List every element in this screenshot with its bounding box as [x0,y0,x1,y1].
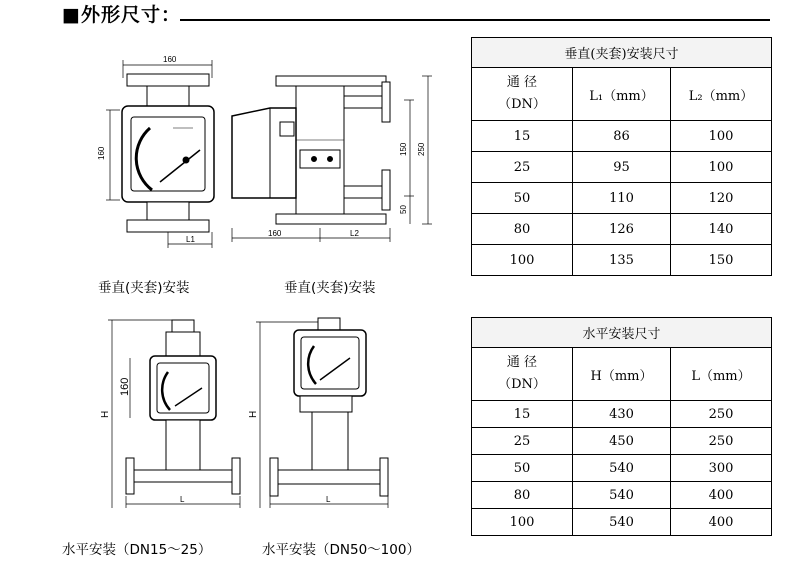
table-title: 垂直(夹套)安装尺寸 [472,38,772,68]
dim-l1-label: L1 [186,235,195,244]
cell-dn: 15 [472,121,573,152]
dim-h-label: H [100,410,111,418]
table-row [472,509,772,536]
drawing-horizontal-small [100,320,240,508]
cell-dn: 50 [472,455,573,482]
col-header-dn [472,68,573,121]
cell-l1: 86 [573,121,671,152]
cell-h: 450 [573,428,671,455]
cell-h: 430 [573,401,671,428]
caption-vertical-side: 垂直(夹套)安装 [284,280,376,296]
col-header-l: L（mm） [671,348,772,401]
col-header-dn-line2: （DN） [498,97,546,112]
cell-dn: 100 [472,245,573,276]
table-vertical-install [471,37,772,276]
table-row [472,121,772,152]
table-row [472,245,772,276]
cell-h: 540 [573,455,671,482]
col-header-l2: L₂（mm） [671,68,772,121]
table-horizontal-install [471,317,772,536]
cell-l1: 126 [573,214,671,245]
cell-l: 300 [671,455,772,482]
col-header-l1: L₁（mm） [573,68,671,121]
table-title: 水平安装尺寸 [472,318,772,348]
cell-dn: 100 [472,509,573,536]
dim-l2-label: L2 [350,229,359,238]
cell-dn: 80 [472,214,573,245]
cell-l2: 150 [671,245,772,276]
dim-height-label: 160 [97,146,106,160]
col-header-h: H（mm） [573,348,671,401]
drawing-vertical-front [97,55,214,248]
cell-l1: 95 [573,152,671,183]
cell-l2: 100 [671,152,772,183]
col-header-dn-line1: 通 径 [506,75,538,90]
dim-h2-label: H [248,410,259,418]
dim-l-label: L [180,495,185,504]
col-header-dn-line1: 通 径 [506,355,538,370]
section-heading: ■外形尺寸： [62,4,181,26]
cell-dn: 25 [472,152,573,183]
dim-50-label: 50 [399,205,408,214]
cell-dn: 25 [472,428,573,455]
dim-150-label: 150 [399,142,408,156]
cell-dn: 15 [472,401,573,428]
dim-side-width-label: 160 [268,229,282,238]
drawing-horizontal-large [248,318,388,508]
table-row [472,401,772,428]
cell-l1: 135 [573,245,671,276]
col-header-dn [472,348,573,401]
table-row [472,214,772,245]
cell-l2: 140 [671,214,772,245]
cell-h: 540 [573,482,671,509]
cell-l: 400 [671,482,772,509]
table-row [472,152,772,183]
table-row [472,455,772,482]
caption-horizontal-large: 水平安装（DN50～100） [262,542,420,558]
cell-l: 250 [671,428,772,455]
cell-l: 250 [671,401,772,428]
cell-l: 400 [671,509,772,536]
dim-250-label: 250 [417,142,426,156]
dim-width-label: 160 [163,55,177,64]
cell-l2: 120 [671,183,772,214]
table-row [472,428,772,455]
cell-dn: 50 [472,183,573,214]
table-row [472,482,772,509]
caption-vertical-front: 垂直(夹套)安装 [98,280,190,296]
dim-160-label: 160 [119,377,131,396]
col-header-dn-line2: （DN） [498,377,546,392]
cell-l2: 100 [671,121,772,152]
table-row [472,183,772,214]
cell-l1: 110 [573,183,671,214]
cell-dn: 80 [472,482,573,509]
dim-l2b-label: L [326,495,331,504]
caption-horizontal-small: 水平安装（DN15～25） [62,542,212,558]
drawing-vertical-side [232,76,432,242]
cell-h: 540 [573,509,671,536]
